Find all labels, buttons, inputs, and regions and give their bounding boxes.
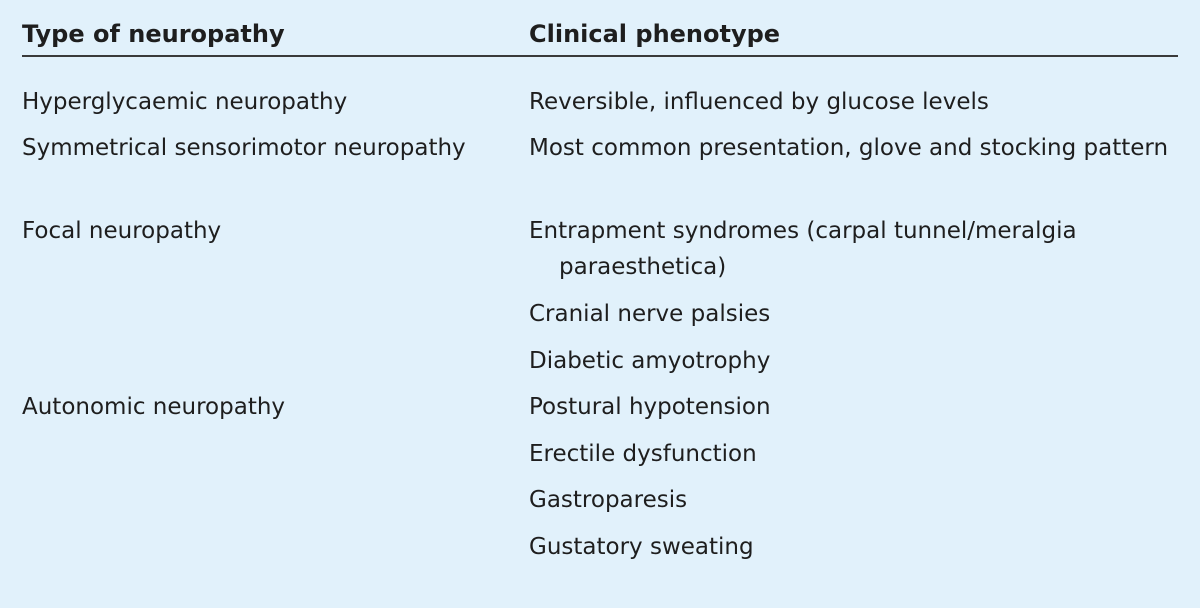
row-phenotype: Postural hypotension [529, 394, 771, 420]
row-type-focal: Focal neuropathy [22, 218, 222, 244]
header-clinical-phenotype: Clinical phenotype [529, 20, 781, 48]
row-phenotype: Cranial nerve palsies [529, 301, 771, 327]
row-phenotype: Reversible, influenced by glucose levels [529, 89, 989, 115]
header-divider [22, 55, 1178, 57]
header-type-of-neuropathy: Type of neuropathy [22, 20, 285, 48]
row-phenotype: Most common presentation, glove and stocking pattern [529, 135, 1169, 161]
row-phenotype: Gastroparesis [529, 487, 688, 513]
row-type-symmetrical-sensorimotor: Symmetrical sensorimotor neuropathy [22, 135, 466, 161]
table-header [0, 14, 1200, 54]
row-phenotype: Diabetic amyotrophy [529, 348, 771, 374]
row-phenotype: Entrapment syndromes (carpal tunnel/meralgia paraesthetica) [529, 218, 1077, 280]
row-phenotype: Gustatory sweating [529, 534, 754, 560]
row-type-hyperglycaemic: Hyperglycaemic neuropathy [22, 89, 348, 115]
row-type-autonomic: Autonomic neuropathy [22, 394, 286, 420]
row-phenotype: Erectile dysfunction [529, 441, 757, 467]
